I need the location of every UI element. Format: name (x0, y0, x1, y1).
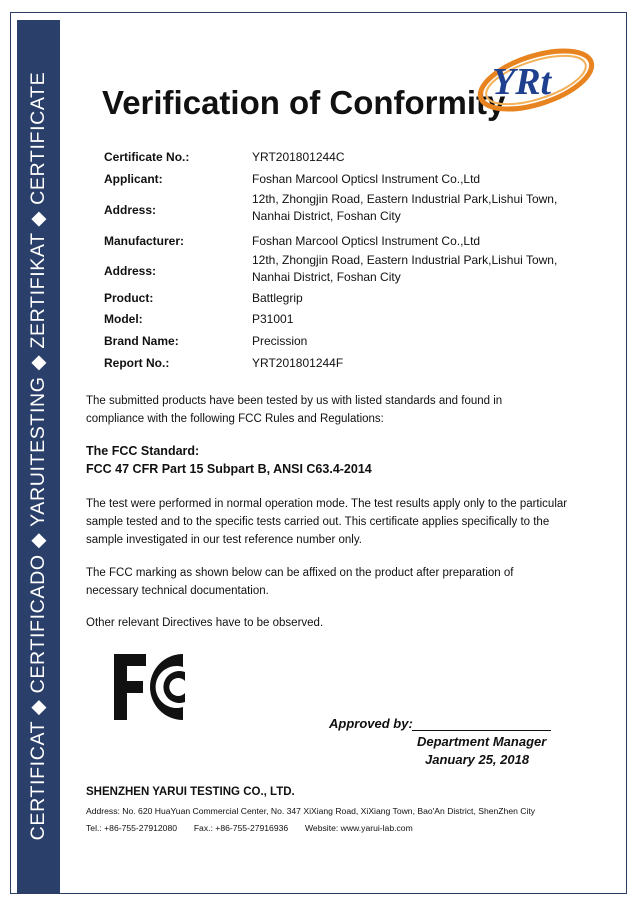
field-value-line: Nanhai District, Foshan City (252, 270, 401, 284)
marking-paragraph (86, 564, 513, 600)
company-name: SHENZHEN YARUI TESTING CO., LTD. (86, 786, 295, 798)
field-value (252, 171, 480, 188)
field-value-line: YRT201801244F (252, 356, 344, 370)
page-title: Verification of Conformity (102, 84, 506, 121)
standard-text: FCC 47 CFR Part 15 Subpart B, ANSI C63.4-2014 (86, 462, 372, 476)
marking-line: The FCC marking as shown below can be affixed on the product after preparation of (86, 567, 514, 579)
field-value (252, 233, 480, 250)
field-value-line: YRT201801244C (252, 150, 345, 164)
field-label: Product: (104, 291, 154, 305)
test-line: sample investigated in our test reference number only. (86, 534, 362, 546)
field-value-line: 12th, Zhongjin Road, Eastern Industrial Park,Lishui Town, (252, 192, 558, 206)
test-paragraph (86, 495, 567, 549)
field-value (252, 290, 303, 307)
field-value (252, 149, 345, 166)
marking-line: necessary technical documentation. (86, 585, 269, 597)
intro-paragraph (86, 392, 502, 428)
test-line: The test were performed in normal operation mode. The test results apply only to the particular (86, 498, 568, 510)
field-label: Manufacturer: (104, 234, 185, 248)
field-label: Certificate No.: (104, 150, 190, 164)
fax-number: Fax.: +86-755-27916936 (193, 823, 289, 833)
fcc-logo-icon (112, 652, 208, 722)
field-label: Address: (104, 203, 157, 217)
field-value (252, 191, 557, 225)
field-value (252, 355, 343, 372)
field-value-line: 12th, Zhongjin Road, Eastern Industrial Park,Lishui Town, (252, 253, 558, 267)
field-label: Model: (104, 312, 143, 326)
company-address: Address: No. 620 HuaYuan Commercial Center, No. 347 XiXiang Road, XiXiang Town, Bao'An District, ShenZhen City (86, 806, 536, 816)
approved-by-label: Approved by: (329, 716, 413, 731)
field-label: Report No.: (104, 356, 170, 370)
intro-line: The submitted products have been tested by us with listed standards and found in (86, 395, 503, 407)
standard-heading: The FCC Standard: (86, 444, 200, 458)
signatory-title: Department Manager (417, 734, 547, 749)
field-value (252, 252, 557, 286)
contact-line (86, 823, 413, 833)
yrt-logo-icon (470, 40, 600, 120)
field-value-line: Foshan Marcool Opticsl Instrument Co.,Ltd (252, 234, 481, 248)
logo-text: YRt (492, 61, 552, 103)
field-label: Address: (104, 264, 157, 278)
field-value-line: Nanhai District, Foshan City (252, 209, 401, 223)
approval-date: January 25, 2018 (425, 752, 530, 767)
website-link[interactable]: Website: www.yarui-lab.com (304, 823, 413, 833)
field-value-line: Foshan Marcool Opticsl Instrument Co.,Ltd (252, 172, 481, 186)
field-value-line: Battlegrip (252, 291, 303, 305)
field-value-line: P31001 (252, 312, 294, 326)
signature-line (412, 730, 551, 731)
directives-text: Other relevant Directives have to be observed. (86, 617, 324, 629)
field-value-line: Precission (252, 334, 308, 348)
test-line: sample tested and to the specific tests carried out. This certificate applies specifically to the (86, 516, 550, 528)
field-value (252, 333, 307, 350)
intro-line: compliance with the following FCC Rules and Regulations: (86, 413, 384, 425)
field-label: Brand Name: (104, 334, 179, 348)
tel-number: Tel.: +86-755-27912080 (86, 823, 178, 833)
field-label: Applicant: (104, 172, 163, 186)
side-banner-text: CERTIFICAT ◆ CERTIFICADO ◆ YARUITESTING ◆ ZERTIFIKAT ◆ CERTIFICATE (27, 71, 49, 841)
field-value (252, 311, 293, 328)
